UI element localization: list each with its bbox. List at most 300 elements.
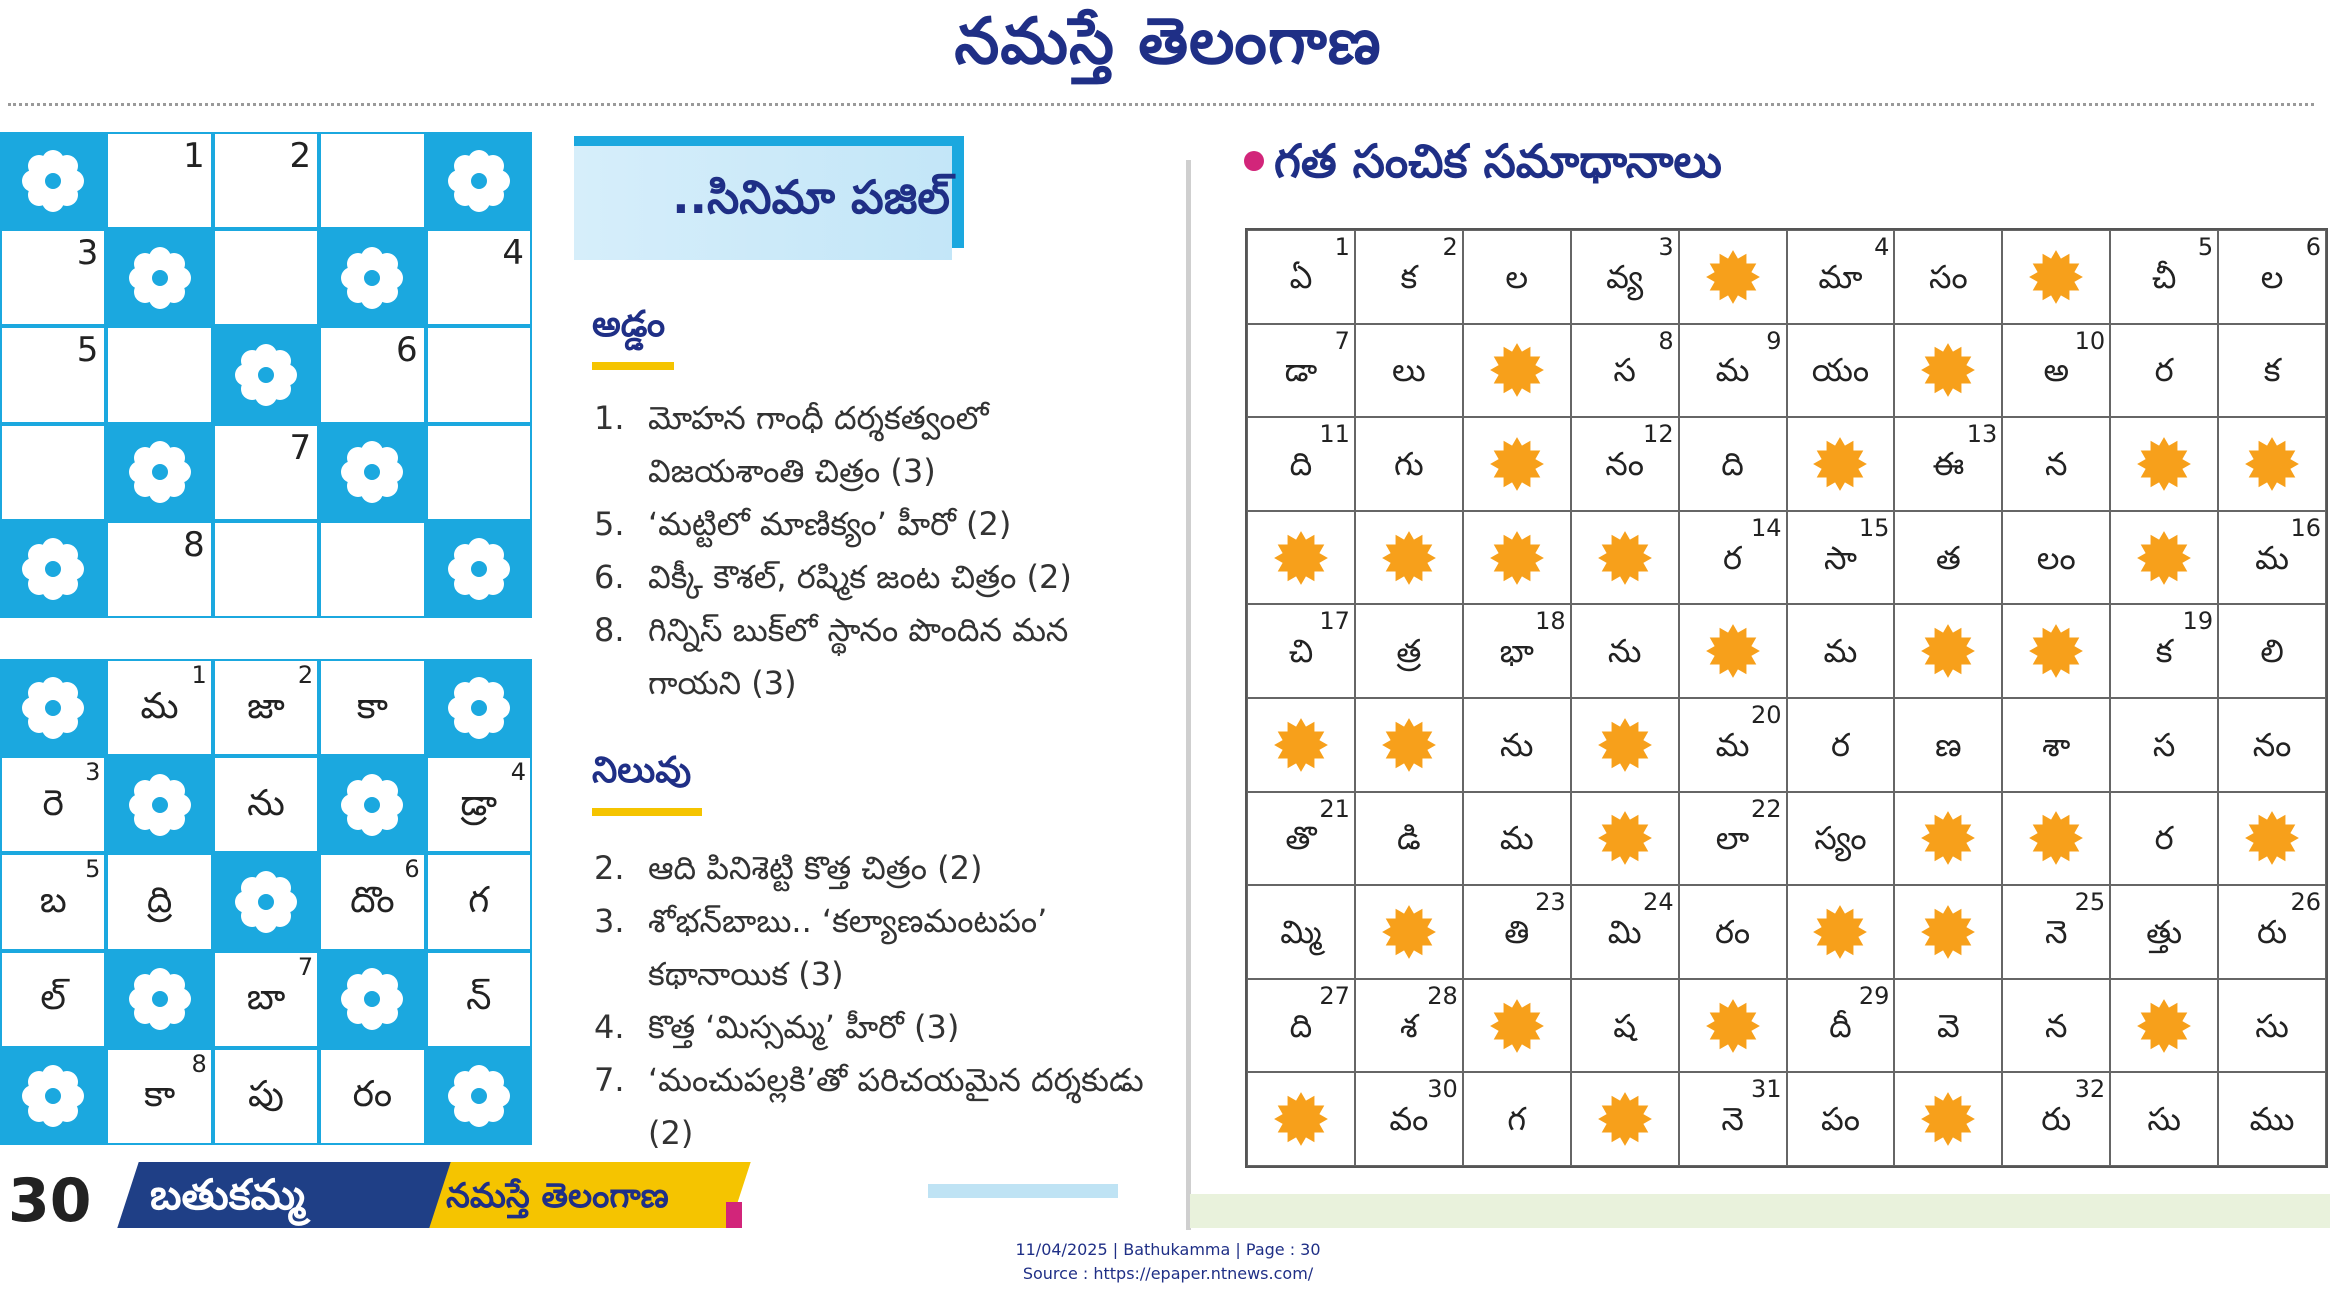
cell-number: 2 [289, 136, 312, 176]
answer-cell [1787, 511, 1895, 605]
blocked-cell [0, 659, 106, 756]
grid-cell [319, 1048, 425, 1145]
answer-cell [2218, 511, 2326, 605]
clue-text: కొత్త ‘మిస్సమ్మ’ హీరో (3) [648, 1008, 960, 1046]
grid-cell [0, 326, 106, 423]
answer-cell [1463, 792, 1571, 886]
blocked-cell [106, 951, 212, 1048]
blocked-cell [1571, 698, 1679, 792]
flower-icon [234, 343, 298, 407]
answer-cell [2002, 1072, 2110, 1166]
puzzle-grid [0, 132, 532, 618]
footer [0, 1238, 2336, 1286]
flower-icon [340, 967, 404, 1031]
cell-number: 7 [297, 952, 314, 981]
blocked-cell [1355, 885, 1463, 979]
star-icon [1920, 1091, 1976, 1147]
cell-letter: పం [1820, 1100, 1860, 1139]
grid-cell [426, 326, 532, 423]
clue-text: మోహన గాంధీ దర్శకత్వంలో విజయశాంతి చిత్రం (3) [648, 399, 989, 490]
grid-cell [319, 659, 425, 756]
answer-cell [1787, 1072, 1895, 1166]
cell-letter: యం [1811, 351, 1870, 390]
cell-letter: గు [1393, 444, 1424, 483]
answer-cell [1247, 792, 1355, 886]
clue-item [594, 1054, 1154, 1160]
masthead-title: నమస్తే తెలంగాణ [954, 4, 1382, 79]
cell-number: 13 [1966, 420, 1998, 449]
cell-letter: మ [140, 685, 179, 727]
answer-cell [2110, 698, 2218, 792]
cell-letter: ర [1830, 725, 1850, 764]
cell-number: 25 [2074, 888, 2106, 917]
cell-number: 16 [2290, 513, 2321, 542]
cell-letter: మా [1818, 257, 1863, 296]
next-section-band [1190, 1194, 2330, 1228]
answer-cell [2110, 604, 2218, 698]
clue-number: 2. [594, 849, 625, 887]
cell-number: 31 [1750, 1075, 1782, 1104]
flower-icon [128, 246, 192, 310]
cell-letter: ర [1723, 538, 1743, 577]
cell-number: 21 [1319, 794, 1350, 823]
blocked-cell [1894, 324, 2002, 418]
cell-number: 5 [2197, 233, 2214, 261]
down-heading: నిలువు [592, 750, 692, 791]
answer-cell [1679, 324, 1787, 418]
cell-letter: బా [246, 977, 286, 1019]
cell-letter: దీ [1829, 1006, 1852, 1045]
star-icon [2244, 436, 2300, 492]
cell-number: 24 [1643, 888, 1674, 917]
cell-letter: సు [2255, 1006, 2289, 1045]
cell-letter: వ్య [1606, 257, 1644, 296]
down-clues [594, 842, 1154, 1160]
blocked-cell [1247, 511, 1355, 605]
cell-number: 4 [510, 758, 526, 787]
cell-number: 6 [404, 855, 420, 884]
cell-number: 14 [1750, 513, 1782, 542]
down-underline [592, 808, 702, 816]
cell-letter: అ [2043, 351, 2070, 390]
answer-cell [2218, 604, 2326, 698]
cell-number: 32 [2074, 1075, 2106, 1104]
cell-number: 11 [1319, 420, 1350, 449]
blocked-cell [1894, 604, 2002, 698]
cell-letter: గ [1507, 1100, 1527, 1139]
cell-letter: నె [2045, 912, 2068, 951]
blocked-cell [426, 659, 532, 756]
cell-letter: స్యం [1814, 819, 1867, 858]
answer-cell [1787, 230, 1895, 324]
answer-cell [1571, 604, 1679, 698]
answer-cell [2110, 1072, 2218, 1166]
answer-cell [2218, 1072, 2326, 1166]
answer-cell [1679, 792, 1787, 886]
answer-cell [1787, 792, 1895, 886]
grid-cell [213, 424, 319, 521]
answer-cell [1355, 604, 1463, 698]
cell-letter: సు [2147, 1100, 2181, 1139]
blocked-cell [1679, 979, 1787, 1073]
star-icon [1273, 717, 1329, 773]
grid-cell [0, 229, 106, 326]
cell-letter: శా [2042, 725, 2071, 764]
blocked-cell [2110, 979, 2218, 1073]
star-icon [1920, 810, 1976, 866]
clue-text: గిన్నిస్ బుక్‌లో స్థానం పొందిన మన గాయని (3) [648, 611, 1069, 702]
star-icon [1597, 530, 1653, 586]
cell-letter: మ్మి [1280, 912, 1322, 951]
cell-number: 5 [76, 330, 99, 371]
clue-item [594, 392, 1154, 498]
blocked-cell [319, 229, 425, 326]
answer-cell [1571, 979, 1679, 1073]
answer-cell [2218, 885, 2326, 979]
blocked-cell [426, 521, 532, 618]
cell-number: 26 [2290, 888, 2321, 917]
cell-letter: మ [2255, 538, 2289, 577]
blocked-cell [2218, 792, 2326, 886]
grid-cell [213, 951, 319, 1048]
blocked-cell [2218, 417, 2326, 511]
cell-letter: చీ [2151, 257, 2177, 296]
answer-cell [1894, 417, 2002, 511]
grid-cell [106, 659, 212, 756]
star-icon [1597, 717, 1653, 773]
answer-cell [1463, 604, 1571, 698]
star-icon [1705, 998, 1761, 1054]
answer-cell [2218, 324, 2326, 418]
across-heading: అడ్డం [592, 304, 666, 345]
answer-cell [1355, 792, 1463, 886]
footer-source-line: Source : https://epaper.ntnews.com/ [1022, 1264, 1314, 1283]
answer-cell [1571, 885, 1679, 979]
answer-cell [1894, 698, 2002, 792]
answer-cell [1355, 979, 1463, 1073]
blocked-cell [1463, 417, 1571, 511]
flower-icon [21, 1064, 85, 1128]
grid-cell [213, 229, 319, 326]
cell-letter: న్ [466, 977, 492, 1019]
cell-number: 18 [1535, 607, 1566, 636]
clue-text: ‘మట్టిలో మాణిక్యం’ హీరో (2) [648, 505, 1012, 543]
cell-number: 4 [502, 233, 524, 274]
answer-cell [1894, 979, 2002, 1073]
grid-cell [0, 756, 106, 853]
flower-icon [21, 149, 85, 213]
cell-letter: ర [2154, 819, 2174, 858]
answer-cell [2002, 698, 2110, 792]
answer-cell [1571, 417, 1679, 511]
answer-cell [2110, 324, 2218, 418]
answer-cell [2002, 324, 2110, 418]
grid-cell [0, 853, 106, 950]
star-icon [1597, 810, 1653, 866]
blocked-cell [0, 521, 106, 618]
clue-number: 7. [594, 1061, 625, 1099]
flower-icon [447, 1064, 511, 1128]
cell-number: 8 [1658, 326, 1674, 355]
star-icon [1920, 342, 1976, 398]
grid-cell [213, 132, 319, 229]
grid-cell [213, 756, 319, 853]
blocked-cell [1679, 604, 1787, 698]
cell-letter: వం [1389, 1100, 1429, 1139]
cell-letter: మ [1823, 632, 1858, 671]
cell-letter: వె [1936, 1006, 1960, 1045]
blocked-cell [213, 853, 319, 950]
cell-letter: స [1613, 351, 1636, 390]
blocked-cell [2002, 604, 2110, 698]
grid-cell [213, 1048, 319, 1145]
flower-icon [234, 870, 298, 934]
cell-letter: ల [2260, 257, 2284, 296]
answer-cell [1679, 511, 1787, 605]
cell-letter: ను [1499, 725, 1534, 764]
cell-letter: ల్ [40, 977, 66, 1019]
star-icon [1705, 623, 1761, 679]
star-icon [1273, 530, 1329, 586]
cell-letter: డా [1284, 351, 1318, 390]
star-icon [2136, 530, 2192, 586]
cell-letter: ద్రి [146, 879, 173, 921]
column-divider [1186, 160, 1191, 1230]
blocked-cell [426, 132, 532, 229]
answers-heading-text: గత సంచిక సమాధానాలు [1274, 134, 1722, 188]
cell-number: 20 [1750, 700, 1782, 729]
cell-number: 1 [1334, 233, 1350, 261]
answer-cell [2110, 230, 2218, 324]
cell-number: 6 [395, 330, 418, 371]
answer-cell [1247, 230, 1355, 324]
star-icon [2244, 810, 2300, 866]
cell-number: 22 [1750, 794, 1782, 823]
blocked-cell [2110, 511, 2218, 605]
star-icon [1381, 717, 1437, 773]
clue-text: విక్కీ కౌశల్, రష్మిక జంట చిత్రం (2) [648, 558, 1072, 596]
blocked-cell [1463, 979, 1571, 1073]
star-icon [2028, 810, 2084, 866]
blocked-cell [1894, 1072, 2002, 1166]
cell-number: 3 [1658, 233, 1674, 261]
answer-cell [1679, 1072, 1787, 1166]
brand-name: నమస్తే తెలంగాణ [446, 1176, 669, 1216]
cell-letter: డి [1397, 819, 1421, 858]
clue-item [594, 498, 1154, 551]
cell-letter: బ [39, 879, 67, 921]
clue-item [594, 551, 1154, 604]
flower-icon [340, 773, 404, 837]
answer-cell [2002, 979, 2110, 1073]
grid-cell [106, 521, 212, 618]
cell-number: 8 [183, 524, 205, 565]
cell-letter: త [1935, 538, 1961, 577]
answer-cell [1679, 698, 1787, 792]
star-icon [1489, 530, 1545, 586]
cell-letter: స [2152, 725, 2176, 764]
star-icon [2136, 436, 2192, 492]
solution-grid [0, 659, 532, 1145]
answer-cell [1463, 1072, 1571, 1166]
cell-letter: చి [1288, 632, 1314, 671]
answer-cell [1463, 885, 1571, 979]
cell-number: 5 [85, 855, 101, 884]
cell-letter: రం [352, 1074, 393, 1116]
answer-cell [1787, 698, 1895, 792]
blocked-cell [319, 756, 425, 853]
blocked-cell [1787, 417, 1895, 511]
blocked-cell [213, 326, 319, 423]
cell-letter: సా [1823, 538, 1857, 577]
dotted-divider [8, 103, 2314, 106]
cell-letter: ది [1721, 444, 1744, 483]
cell-letter: క [1400, 257, 1418, 296]
cell-letter: దొం [350, 879, 395, 921]
star-icon [1812, 904, 1868, 960]
cell-number: 29 [1858, 981, 1890, 1010]
cell-letter: త్తు [2146, 912, 2183, 951]
clue-number: 5. [594, 505, 625, 543]
star-icon [2028, 249, 2084, 305]
answer-cell [1679, 885, 1787, 979]
page-number: 30 [8, 1166, 92, 1228]
blocked-cell [2110, 417, 2218, 511]
answer-cell [1679, 417, 1787, 511]
flower-icon [21, 537, 85, 601]
grid-cell [0, 951, 106, 1048]
clue-item [594, 1001, 1154, 1054]
cell-letter: రం [1714, 912, 1751, 951]
cell-letter: నె [1721, 1100, 1744, 1139]
star-icon [1705, 249, 1761, 305]
cell-number: 19 [2182, 607, 2214, 636]
answer-cell [1787, 979, 1895, 1073]
answer-cell [1247, 324, 1355, 418]
grid-cell [106, 132, 212, 229]
cell-number: 4 [1874, 233, 1890, 261]
blocked-cell [1894, 885, 2002, 979]
cell-letter: గ [468, 879, 490, 921]
blocked-cell [1894, 792, 2002, 886]
flower-icon [447, 537, 511, 601]
cell-letter: ణ [1935, 725, 1962, 764]
cell-letter: రె [42, 782, 64, 824]
cell-letter: డ్రా [460, 782, 498, 824]
answer-cell [1787, 604, 1895, 698]
blocked-cell [1787, 885, 1895, 979]
cell-letter: క [2155, 632, 2173, 671]
clue-text: శోభన్‌బాబు.. ‘కల్యాణమంటపం’ కథానాయిక (3) [648, 902, 1048, 993]
blocked-cell [319, 951, 425, 1048]
cell-number: 6 [2305, 233, 2321, 261]
cell-number: 27 [1319, 981, 1350, 1010]
blocked-cell [1463, 324, 1571, 418]
cell-number: 30 [1427, 1075, 1458, 1104]
answer-cell [1247, 979, 1355, 1073]
blocked-cell [1247, 698, 1355, 792]
cell-letter: న [2045, 1006, 2068, 1045]
flower-icon [447, 149, 511, 213]
grid-cell [319, 853, 425, 950]
cell-letter: లి [2260, 632, 2284, 671]
blocked-cell [0, 1048, 106, 1145]
cell-letter: లా [1715, 819, 1750, 858]
answer-cell [1463, 698, 1571, 792]
clue-item [594, 842, 1154, 895]
clue-number: 1. [594, 399, 625, 437]
cell-letter: ది [1289, 444, 1313, 483]
cell-number: 2 [297, 661, 314, 689]
across-underline [592, 362, 674, 370]
cell-number: 3 [85, 758, 101, 787]
cell-letter: తి [1504, 912, 1530, 951]
blocked-cell [1679, 230, 1787, 324]
cell-letter: మ [1715, 725, 1750, 764]
answer-cell [2002, 885, 2110, 979]
cell-letter: మి [1607, 912, 1642, 951]
masthead [0, 0, 2336, 90]
clue-number: 8. [594, 611, 625, 649]
star-icon [1489, 342, 1545, 398]
cell-letter: ను [247, 782, 285, 824]
grid-cell [213, 659, 319, 756]
star-icon [2136, 998, 2192, 1054]
cell-letter: త్ర [1396, 632, 1422, 671]
blocked-cell [106, 424, 212, 521]
blocked-cell [1571, 1072, 1679, 1166]
star-icon [1381, 904, 1437, 960]
cell-number: 15 [1858, 513, 1890, 542]
star-icon [1812, 436, 1868, 492]
grid-cell [106, 1048, 212, 1145]
blocked-cell [319, 424, 425, 521]
flower-icon [21, 676, 85, 740]
across-clues [594, 392, 1154, 710]
answers-heading [1244, 134, 1722, 200]
cell-letter: రు [2041, 1100, 2072, 1139]
cell-letter: ఈ [1932, 444, 1965, 483]
blocked-cell [1355, 511, 1463, 605]
blocked-cell [1355, 698, 1463, 792]
star-icon [1489, 436, 1545, 492]
star-icon [1489, 998, 1545, 1054]
answer-cell [1355, 417, 1463, 511]
flower-icon [340, 440, 404, 504]
blocked-cell [1571, 511, 1679, 605]
grid-cell [106, 853, 212, 950]
answer-cell [2218, 230, 2326, 324]
answer-cell [1463, 230, 1571, 324]
answer-cell [1571, 324, 1679, 418]
star-icon [1920, 623, 1976, 679]
star-icon [2028, 623, 2084, 679]
grid-cell [426, 853, 532, 950]
grid-cell [106, 326, 212, 423]
cell-letter: మ [1499, 819, 1534, 858]
blocked-cell [1571, 792, 1679, 886]
flower-icon [128, 440, 192, 504]
star-icon [1597, 1091, 1653, 1147]
flower-icon [128, 967, 192, 1031]
cell-number: 1 [183, 136, 205, 176]
flower-icon [340, 246, 404, 310]
blocked-cell [2002, 230, 2110, 324]
grid-cell [319, 521, 425, 618]
answer-cell [1247, 885, 1355, 979]
star-icon [1920, 904, 1976, 960]
cell-letter: న [2045, 444, 2068, 483]
